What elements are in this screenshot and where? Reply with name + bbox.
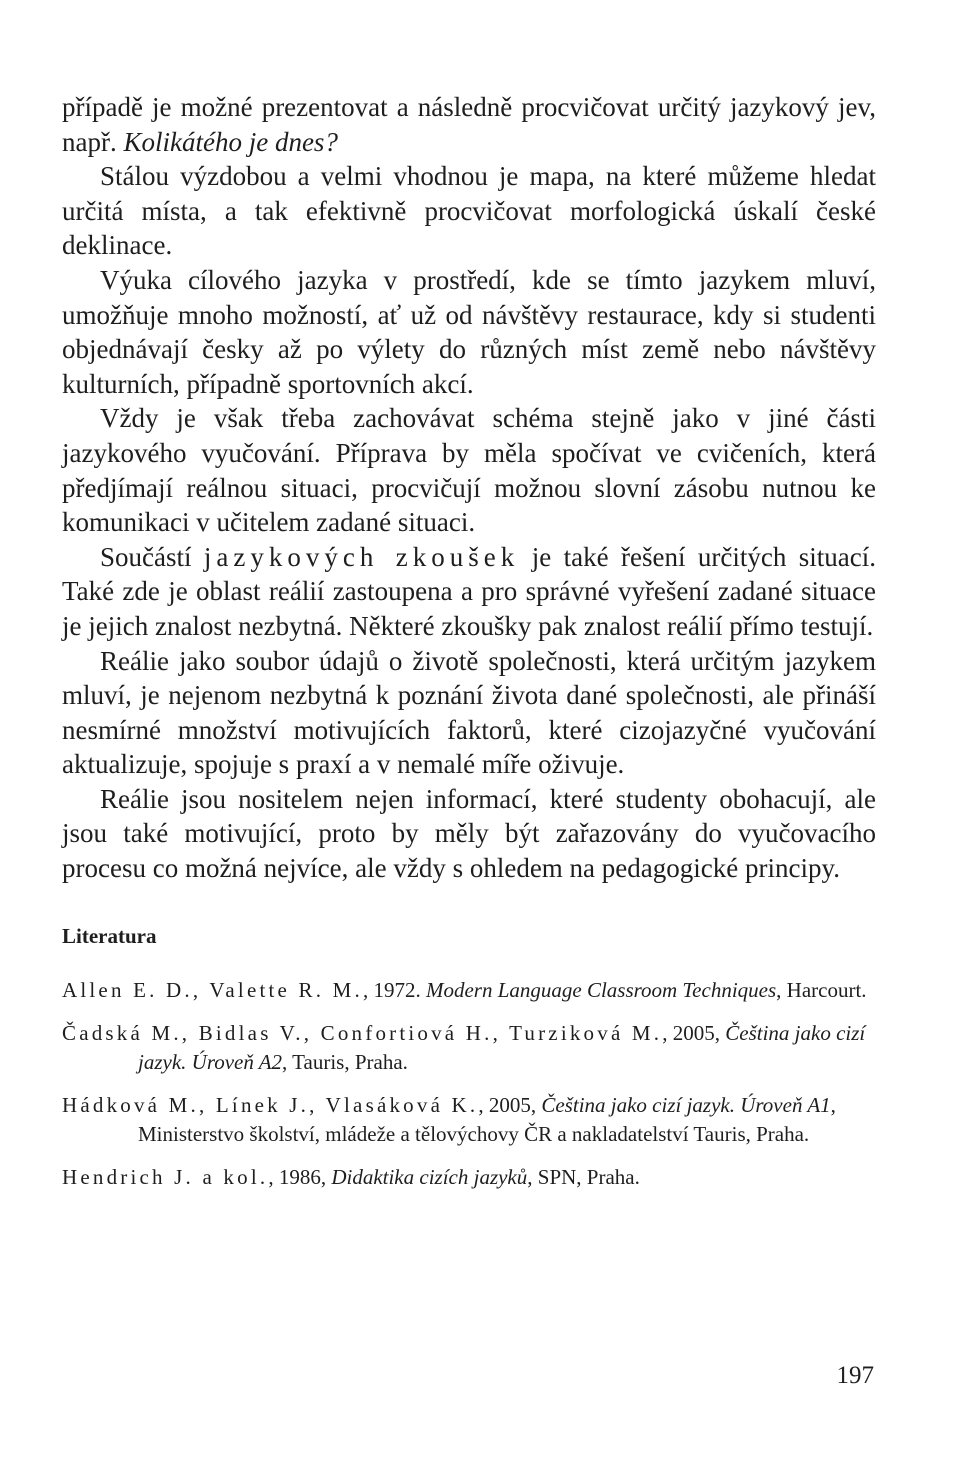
reference-publisher: , Ministerstvo školství, mládeže a tělovýchovy ČR a nakladatelství Tauris, Praha.	[138, 1092, 836, 1146]
paragraph-3	[62, 263, 876, 401]
reference-item	[62, 1091, 876, 1149]
text-segment: Reálie jako soubor údajů o životě společnosti, která určitým jazykem mluví, je nejenom nezbytná k poznání života dané společnosti, ale přináší nesmírné množství motivujících faktorů, které cizojazyčné vyučování aktualizuje, spojuje s praxí a v nemalé míře oživuje.	[62, 645, 876, 780]
reference-list	[62, 976, 876, 1192]
reference-authors: Hádková M., Línek J., Vlasáková K.	[62, 1092, 479, 1117]
reference-title: Didaktika cizích jazyků	[331, 1164, 528, 1189]
paragraph-2	[62, 159, 876, 263]
text-segment: případě je možné prezentovat a následně procvičovat určitý jazykový jev, např.	[62, 92, 876, 157]
reference-authors: Hendrich J. a kol.	[62, 1164, 269, 1189]
reference-publisher: , Tauris, Praha.	[282, 1049, 408, 1074]
reference-publisher: , SPN, Praha.	[527, 1164, 640, 1189]
reference-item	[62, 1019, 876, 1077]
text-segment: Výuka cílového jazyka v prostředí, kde se tímto jazykem mluví, umožňuje mnoho možností, ať už od návštěvy restaurace, kdy si studenti objednávají česky až po výlety do různých míst země nebo návštěvy kulturních, případně sportovních akcí.	[62, 264, 876, 399]
text-segment: Stálou výzdobou a velmi vhodnou je mapa, na které můžeme hledat určitá místa, a tak efektivně procvičovat morfologická úskalí české deklinace.	[62, 161, 876, 261]
text-segment: Reálie jsou nositelem nejen informací, které studenty obohacují, ale jsou také motivující, proto by měly být zařazovány do vyučovacího procesu co možná nejvíce, ale vždy s ohledem na pedagogické principy.	[62, 783, 876, 884]
spaced-term: jazykových zkoušek	[203, 541, 520, 572]
reference-year: , 2005,	[478, 1092, 542, 1117]
paragraph-4	[62, 401, 876, 539]
paragraph-1	[62, 90, 876, 159]
literature-heading: Literatura	[62, 923, 157, 948]
reference-authors: Čadská M., Bidlas V., Confortiová H., Turziková M.	[62, 1020, 663, 1045]
reference-item	[62, 976, 876, 1005]
reference-title: Čeština jako cizí jazyk. Úroveň A2	[138, 1020, 866, 1074]
page-number: 197	[836, 1362, 874, 1389]
reference-title: Čeština jako cizí jazyk. Úroveň A1	[541, 1092, 831, 1117]
italic-example: Kolikátého je dnes?	[123, 126, 338, 157]
reference-item	[62, 1163, 876, 1192]
reference-year: , 2005,	[662, 1020, 726, 1045]
paragraph-6	[62, 644, 876, 782]
document-page	[62, 90, 876, 1206]
paragraph-7	[62, 782, 876, 886]
text-segment: je také řešení určitých situací. Také zde je oblast reálií zastoupena a pro správné vyřešení zadané situace je jejich znalost nezbytná. Některé zkoušky pak znalost reálií přímo testují.	[62, 541, 876, 641]
reference-title: Modern Language Classroom Techniques	[425, 977, 777, 1002]
body-text	[62, 90, 876, 886]
reference-publisher: , Harcourt.	[776, 977, 867, 1002]
text-segment: Součástí	[100, 541, 204, 572]
reference-year: , 1972.	[362, 977, 426, 1002]
text-segment: Vždy je však třeba zachovávat schéma stejně jako v jiné části jazykového vyučování. Příprava by měla spočívat ve cvičeních, která předjímají reálnou situaci, procvičují možnou slovní zásobu nutnou ke komunikaci v učitelem zadané situaci.	[62, 403, 876, 538]
reference-authors: Allen E. D., Valette R. M.	[62, 977, 363, 1002]
reference-year: , 1986,	[268, 1164, 332, 1189]
paragraph-5	[62, 540, 876, 644]
